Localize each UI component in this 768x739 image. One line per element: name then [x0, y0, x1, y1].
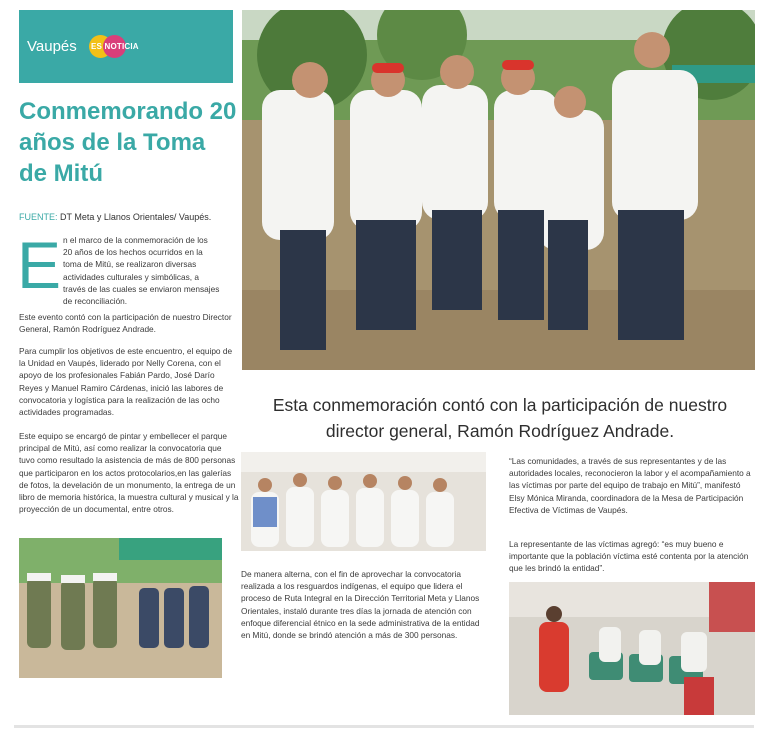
- paragraph-4: De manera alterna, con el fin de aprovechar la convocatoria realizada a los resguardos indígenas, el equipo que lidera el proceso de Ruta Integral en la Dirección Territorial Meta y Llanos Orientales, instaló durante tres días la jornada de atención con enfoque diferencial étnico en la sede administrativa de la entidad en Mitú, donde se brindó atención a más de 300 personas.: [241, 569, 480, 641]
- es-noticia-logo-text: ES NOTICIA: [91, 42, 139, 51]
- es-noticia-logo: [89, 35, 141, 58]
- paragraph-line: toma de Mitú, se realizaron diversas: [63, 259, 197, 270]
- main-group-photo: [242, 10, 755, 370]
- paragraph-1-lines: [63, 234, 239, 307]
- paragraph-line: n el marco de la conmemoración de los: [63, 235, 208, 245]
- parade-photo: [19, 538, 222, 678]
- paragraph-line: través de las cuales se enviaron mensajes: [63, 283, 220, 294]
- paragraph-line: 20 años de los hechos ocurridos en la: [63, 247, 203, 258]
- paragraph-1-tail: Este evento contó con la participación de nuestro Director General, Ramón Rodríguez Andrade.: [19, 312, 232, 335]
- paragraph-5: “Las comunidades, a través de sus representantes y de las autoridades locales, reconocieron la labor y el acompañamiento a las víctimas por parte del equipo de trabajo en Mitú”, manifestó Elsy Mónica Miranda, coordinadora de la Mesa de Participación Efectiva de Víctimas de Vaupés.: [509, 456, 751, 515]
- paragraph-line: de reconciliación.: [63, 296, 128, 307]
- section-header: [19, 10, 233, 83]
- source-label: FUENTE:: [19, 212, 58, 222]
- paragraph-2: Para cumplir los objetivos de este encuentro, el equipo de la Unidad en Vaupés, liderado por Nelly Corena, con el apoyo de los profesionales Fabián Pardo, José Darío Reyes y Manuel Ramiro Cárdenas, inició las labores de convocatoria y logística para la realización de las ocho actividades programadas.: [19, 346, 233, 418]
- attention-photo: [509, 582, 755, 715]
- section-label: Vaupés: [27, 38, 77, 55]
- pull-quote: Esta conmemoración contó con la participación de nuestro director general, Ramón Rodríguez Andrade.: [272, 395, 728, 441]
- paragraph-line: actividades culturales y simbólicas, a: [63, 271, 200, 282]
- article-title: Conmemorando 20 años de la Toma de Mitú: [19, 98, 237, 187]
- article-source: [19, 212, 239, 222]
- group-photo-2: [241, 452, 486, 551]
- source-value: DT Meta y Llanos Orientales/ Vaupés.: [60, 212, 212, 222]
- paragraph-3: Este equipo se encargó de pintar y embellecer el parque principal de Mitú, así como realizar la convocatoria que tuvo como resultado la asistencia de más de 800 personas que participaron en los actos protocolarios,en las galerías de fotos, la develación de un monumento, la entrega de un libro de memoria histórica, la muestra cultural y musical y la proyección de un documental, entre otros.: [19, 431, 239, 515]
- drop-cap: E: [17, 228, 62, 302]
- bottom-divider: [14, 725, 754, 728]
- paragraph-6: La representante de las víctimas agregó: “es muy bueno e importante que la población víctima esté contenta por la atención que les brindó la entidad”.: [509, 539, 749, 574]
